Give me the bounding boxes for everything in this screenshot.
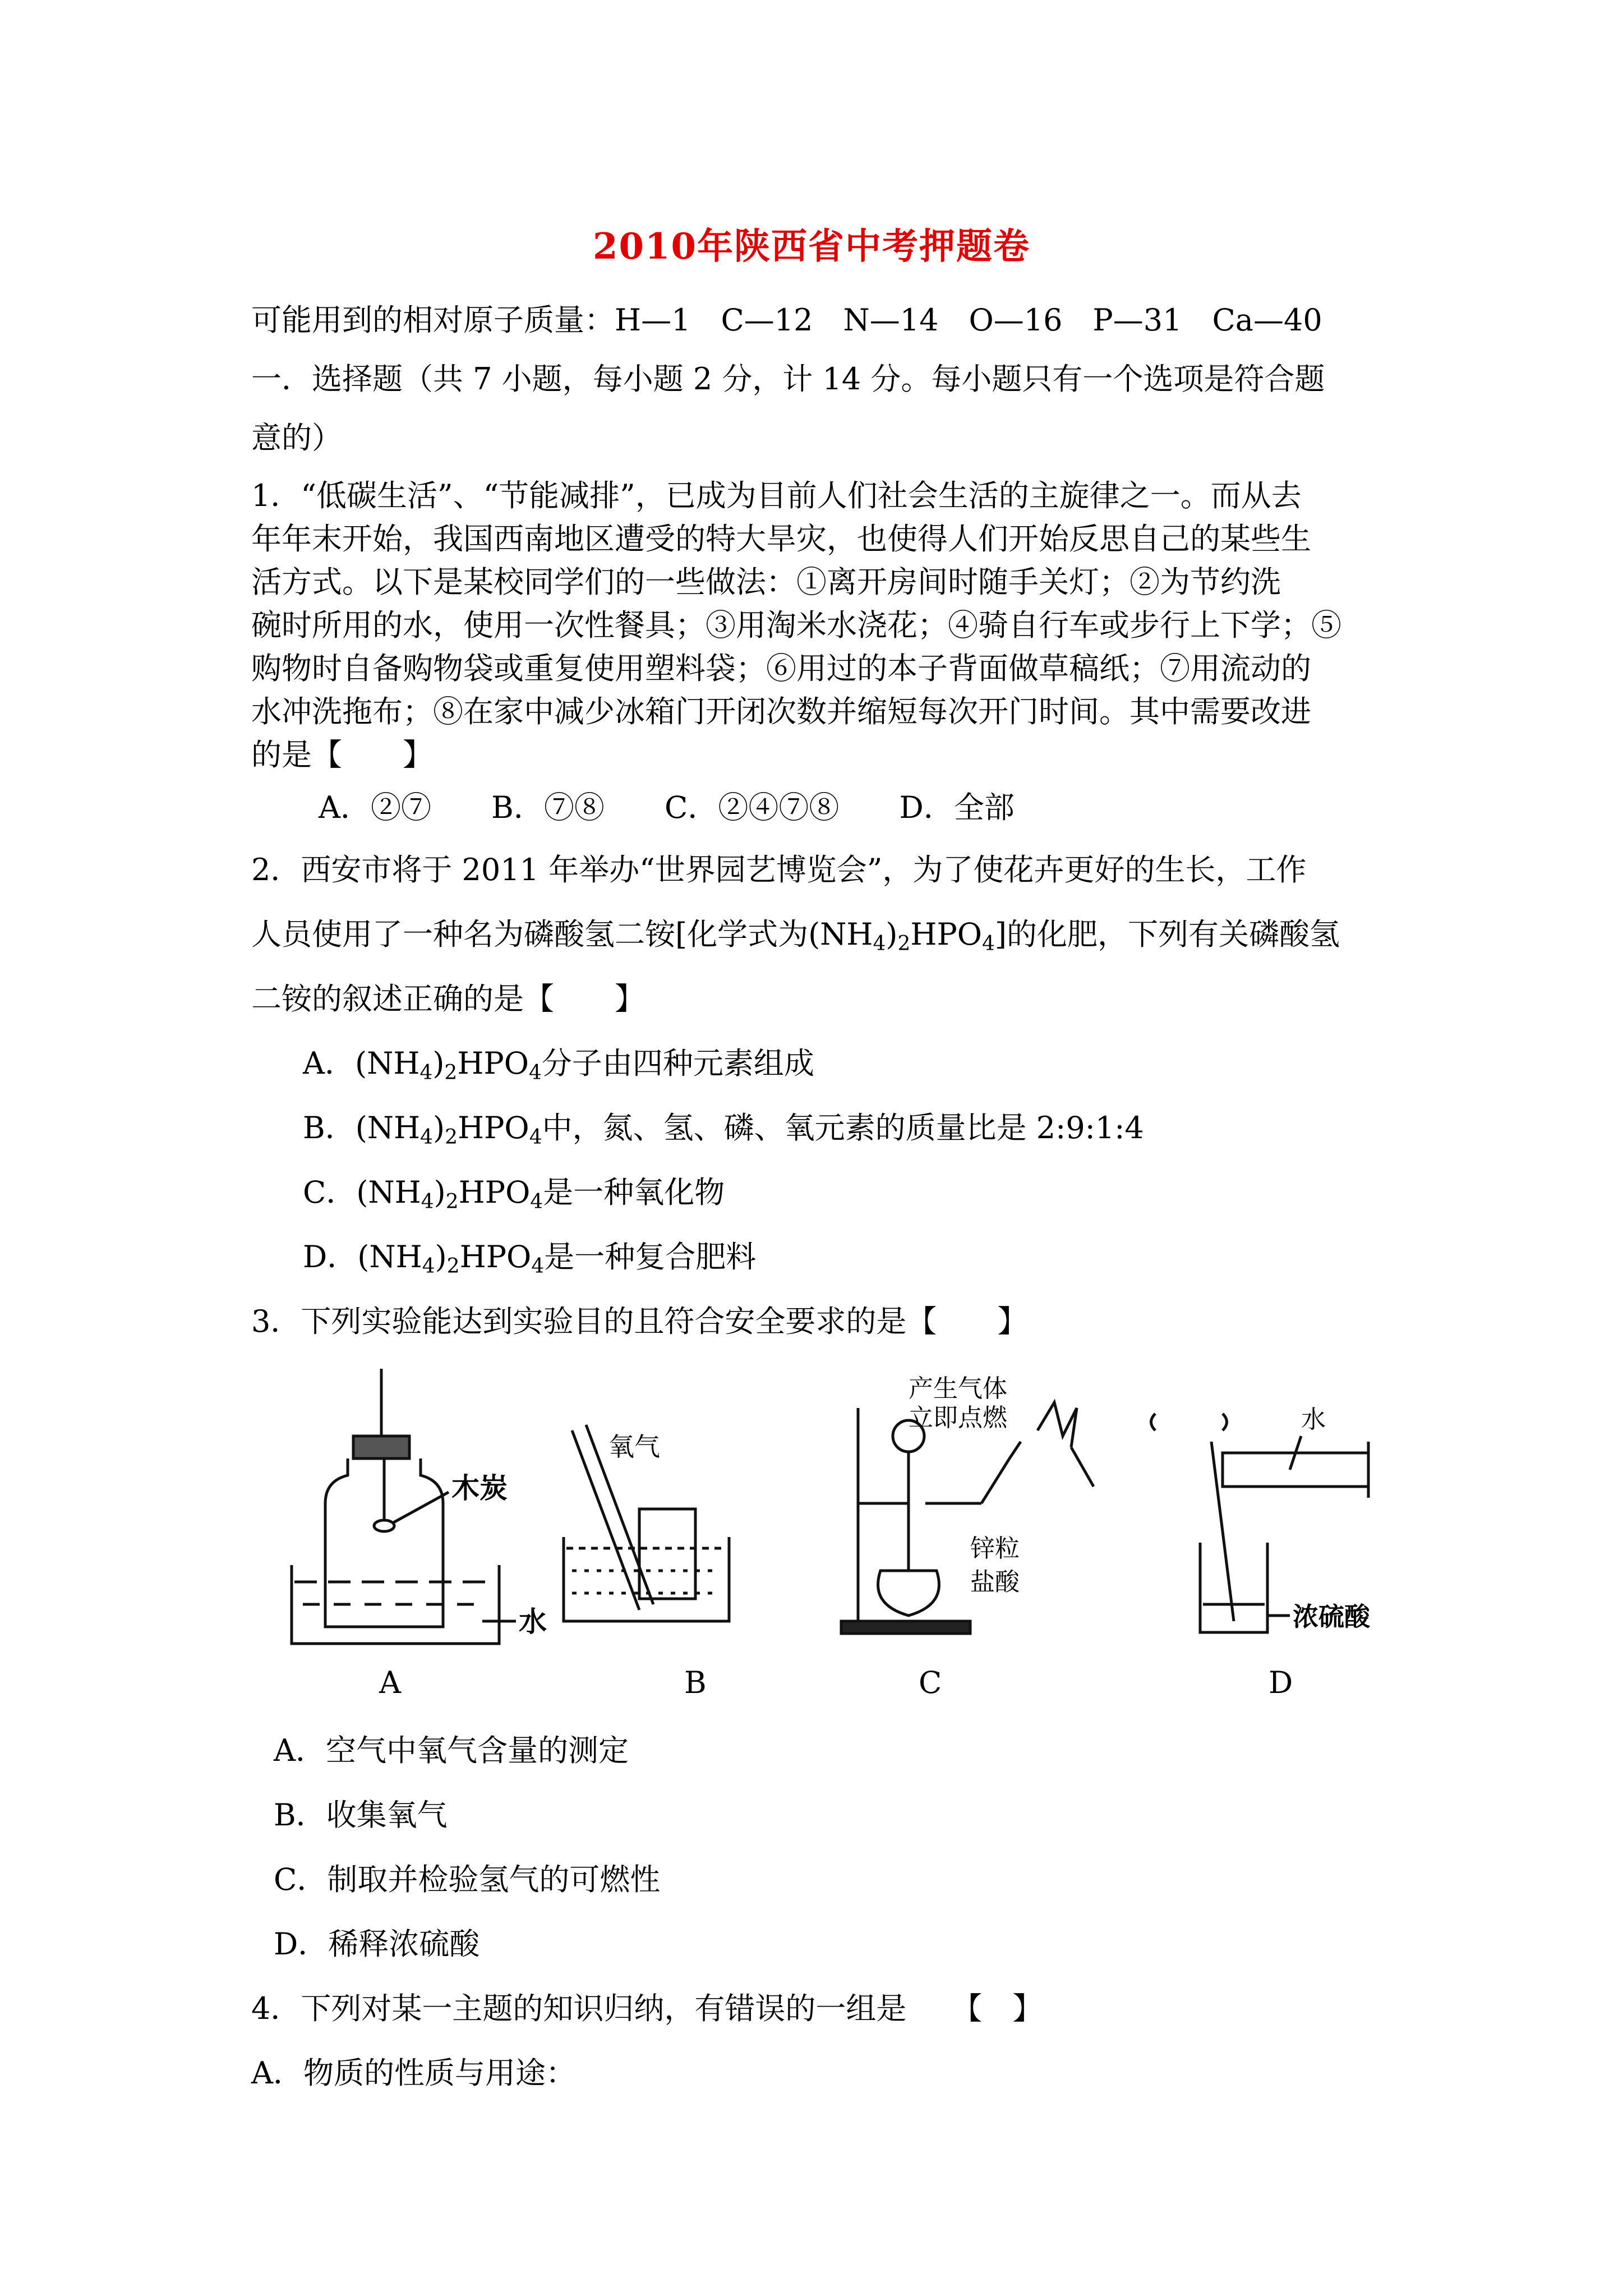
q4-option-a[interactable]: A．物质的性质与用途： xyxy=(251,2055,576,2091)
q3-option-c[interactable]: C．制取并检验氢气的可燃性 xyxy=(274,1862,661,1897)
q1-line: 1．“低碳生活”、“节能减排”，已成为目前人们社会生活的主旋律之一。而从去 xyxy=(251,478,1302,513)
q3-option-d[interactable]: D．稀释浓硫酸 xyxy=(274,1926,480,1962)
formula: (NH xyxy=(356,1175,421,1210)
side-tube-up xyxy=(981,1458,1009,1503)
q2-option-d[interactable] xyxy=(303,1237,756,1277)
subscript: 4 xyxy=(529,1126,542,1149)
apparatus-d xyxy=(1151,1414,1369,1632)
flame xyxy=(1038,1402,1077,1447)
q3-stem: 3．下列实验能达到实验目的且符合安全要求的是【 】 xyxy=(251,1304,1028,1339)
q2-option-a[interactable] xyxy=(303,1043,814,1084)
formula: HPO xyxy=(457,1046,529,1081)
q2-line2-part: 人员使用了一种名为磷酸氢二铵[化学式为(NH xyxy=(251,917,873,952)
q2-line1: 2．西安市将于 2011 年举办“世界园艺博览会”，为了使花卉更好的生长，工作 xyxy=(251,852,1307,887)
formula: (NH xyxy=(357,1239,422,1274)
q2-option-c[interactable] xyxy=(303,1172,725,1213)
formula: (NH xyxy=(355,1110,421,1145)
apparatus-a xyxy=(292,1369,516,1644)
figure-label-d: D xyxy=(1269,1665,1293,1700)
subscript: 2 xyxy=(445,1126,458,1149)
subscript: 4 xyxy=(529,1061,542,1084)
q1-line: 的是【 】 xyxy=(251,737,433,772)
q1-options xyxy=(319,788,1065,828)
option-text: 中，氮、氢、磷、氧元素的质量比是 2:9:1:4 xyxy=(542,1110,1144,1145)
formula: HPO xyxy=(458,1110,529,1145)
label-zinc: 锌粒 xyxy=(970,1534,1020,1563)
q1-line: 购物时自备购物袋或重复使用塑料袋；⑥用过的本子背面做草稿纸；⑦用流动的 xyxy=(251,651,1311,686)
page-title: 2010年陕西省中考押题卷 xyxy=(592,226,1031,268)
subscript: 4 xyxy=(873,932,886,955)
subscript: 4 xyxy=(422,1255,435,1278)
spoon xyxy=(374,1520,394,1531)
formula: ) xyxy=(432,1046,445,1081)
stand-base xyxy=(841,1621,970,1634)
flask xyxy=(878,1571,939,1616)
subscript: 4 xyxy=(531,1255,545,1278)
option-label: C． xyxy=(303,1175,357,1210)
formula: ) xyxy=(435,1239,447,1274)
gas-jar xyxy=(639,1509,695,1599)
q2-line2-part: ]的化肥，下列有关磷酸氢 xyxy=(994,917,1340,952)
q1-line: 碗时所用的水，使用一次性餐具；③用淘米水浇花；④骑自行车或步行上下学；⑤ xyxy=(251,608,1341,643)
label-gas-line2: 立即点燃 xyxy=(909,1404,1007,1432)
q1-option-b[interactable]: B．⑦⑧ xyxy=(491,790,605,825)
charcoal-pointer xyxy=(393,1492,449,1523)
nozzle xyxy=(1009,1442,1021,1458)
label-acid: 浓硫酸 xyxy=(1293,1602,1370,1632)
q2-line2 xyxy=(251,914,1340,955)
apparatus-c xyxy=(841,1402,1094,1634)
subscript: 2 xyxy=(897,932,911,955)
q2-option-b[interactable] xyxy=(303,1108,1144,1148)
wrong-mark-right xyxy=(1223,1414,1227,1430)
q1-line: 水冲洗拖布；⑧在家中减少冰箱门开闭次数并缩短每次开门时间。其中需要改进 xyxy=(251,694,1311,729)
section-heading-line1: 一．选择题（共 7 小题，每小题 2 分，计 14 分。每小题只有一个选项是符合题 xyxy=(251,361,1325,397)
experiment-figure xyxy=(280,1358,1391,1649)
match xyxy=(1071,1447,1094,1487)
option-text: 是一种氧化物 xyxy=(543,1175,725,1210)
formula: ) xyxy=(434,1175,446,1210)
subscript: 4 xyxy=(419,1061,433,1084)
q1-line: 活方式。以下是某校同学们的一些做法：①离开房间时随手关灯；②为节约洗 xyxy=(251,564,1281,600)
subscript: 2 xyxy=(446,1255,460,1278)
stopper xyxy=(353,1436,409,1458)
formula: HPO xyxy=(459,1239,532,1274)
q1-option-d[interactable]: D．全部 xyxy=(899,790,1015,825)
graduated-cylinder xyxy=(1223,1453,1368,1487)
figure-label-b: B xyxy=(684,1665,707,1700)
figure-label-c: C xyxy=(919,1665,942,1700)
q3-option-a[interactable]: A．空气中氧气含量的测定 xyxy=(274,1733,629,1768)
q3-option-b[interactable]: B．收集氧气 xyxy=(274,1797,448,1833)
q1-option-c[interactable]: C．②④⑦⑧ xyxy=(665,790,840,825)
label-charcoal: 木炭 xyxy=(451,1472,508,1504)
label-water: 水 xyxy=(519,1605,547,1638)
option-label: D． xyxy=(303,1239,358,1274)
option-label: A． xyxy=(303,1046,355,1081)
section-heading-line2: 意的） xyxy=(251,420,342,455)
figure-label-a: A xyxy=(379,1665,401,1700)
subscript: 4 xyxy=(530,1190,543,1213)
label-water-d: 水 xyxy=(1301,1405,1326,1434)
formula: HPO xyxy=(458,1175,531,1210)
option-text: 是一种复合肥料 xyxy=(544,1239,757,1274)
q1-line: 年年末开始，我国西南地区遭受的特大旱灾，也使得人们开始反思自己的某些生 xyxy=(251,521,1311,556)
wrong-mark-left xyxy=(1151,1414,1156,1430)
q1-option-a[interactable]: A．②⑦ xyxy=(319,790,431,825)
subscript: 4 xyxy=(421,1190,434,1213)
label-gas-line1: 产生气体 xyxy=(909,1374,1007,1403)
subscript: 4 xyxy=(982,932,995,955)
formula: (NH xyxy=(355,1046,420,1081)
q2-line2-part: ) xyxy=(886,917,898,952)
subscript: 2 xyxy=(444,1061,458,1084)
atomic-masses: 可能用到的相对原子质量：H—1 C—12 N—14 O—16 P—31 Ca—40 xyxy=(251,302,1322,338)
label-oxygen: 氧气 xyxy=(608,1432,660,1462)
option-label: B． xyxy=(303,1110,356,1145)
option-text: 分子由四种元素组成 xyxy=(541,1046,814,1081)
subscript: 4 xyxy=(420,1126,434,1149)
subscript: 2 xyxy=(445,1190,459,1213)
formula: ) xyxy=(433,1110,445,1145)
q4-stem: 4．下列对某一主题的知识归纳，有错误的一组是 【 】 xyxy=(251,1991,1043,2026)
label-hcl: 盐酸 xyxy=(970,1568,1020,1596)
q2-line3: 二铵的叙述正确的是【 】 xyxy=(251,981,645,1016)
q2-line2-part: HPO xyxy=(910,917,983,952)
